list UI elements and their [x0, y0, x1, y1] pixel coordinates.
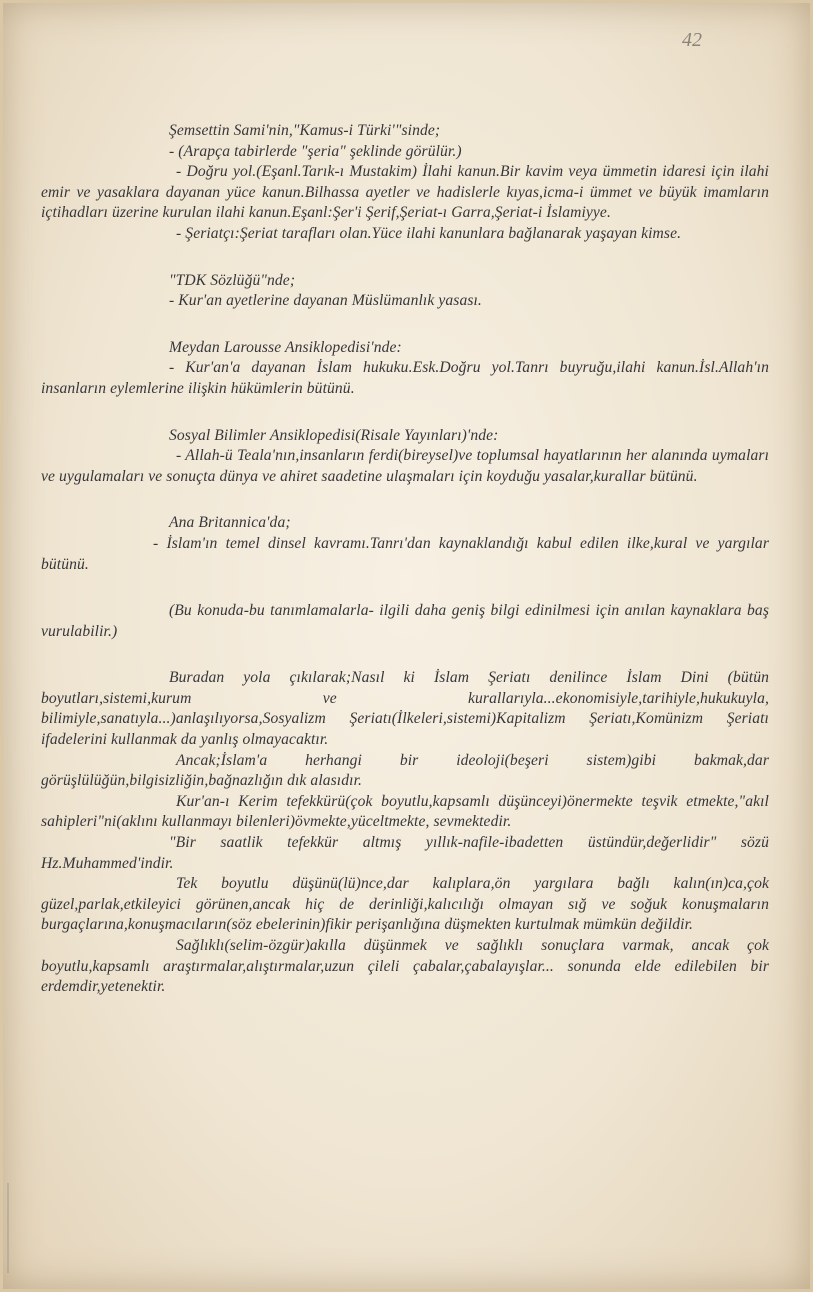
definition-item: - (Arapça tabirlerde "şeria" şeklinde görülür.)	[169, 142, 462, 160]
body-paragraph: Sağlıklı(selim-özgür)akılla düşünmek ve sağlıklı sonuçlara varmak, ancak çok boyutlu,kapsamlı araştırmalar,alıştırmalar,uzun çileli çabalar,çabalayışlar... sonunda elde edilebilen bir erdemdir,yetenektir.	[41, 937, 769, 996]
definition-item: - Kur'an ayetlerine dayanan Müslümanlık yasası.	[169, 292, 482, 310]
definition-item: - Şeriatçı:Şeriat tarafları olan.Yüce ilahi kanunlara bağlanarak yaşayan kimse.	[176, 224, 682, 242]
body-paragraph: Tek boyutlu düşünü(lü)nce,dar kalıplara,ön yargılara bağlı kalın(ın)ca,çok güzel,parlak,etkileyici görünen,ancak hiç de derinliği,kalıcılığı olmayan sığ ve soğuk konuşmaların burgaçlarına,konuşmacıların(söz ebelerinin)fikir perişanlığına düşmekten kurtulmak mümkün değildir.	[41, 875, 769, 934]
definition-item: - Kur'an'a dayanan İslam hukuku.Esk.Doğru yol.Tanrı buyruğu,ilahi kanun.İsl.Allah'ın insanların eylemlerine ilişkin hükümlerin bütünü.	[41, 359, 769, 397]
source-heading-britannica: Ana Britannica'da;	[169, 514, 291, 532]
definition-item: - Doğru yol.(Eşanl.Tarık-ı Mustakim) İlahi kanun.Bir kavim veya ümmetin idaresi için ilahi emir ve yasaklara dayanan yüce kanun.Bilhassa ayetler ve hadislerle kıyas,icma-i ümmet ve büyük imamların içtihadları üzerine kurulan ilahi kanun.Eşanl:Şer'i Şerif,Şeriat-ı Garra,Şeriat-i İslamiyye.	[41, 163, 769, 222]
page-edge-decoration	[7, 1183, 23, 1273]
body-paragraph: Ancak;İslam'a herhangi bir ideoloji(beşeri sistem)gibi bakmak,dar görüşlülüğün,bilgisizliğin,bağnazlığın dık alasıdır.	[41, 751, 769, 790]
body-paragraph: Kur'an-ı Kerim tefekkürü(çok boyutlu,kapsamlı düşünceyi)önermekte teşvik etmekte,"akıl sahipleri"ni(aklını kullanmayı bilenleri)övmekte,yüceltmekte, sevmektedir.	[41, 792, 769, 831]
definition-item: - Allah-ü Teala'nın,insanların ferdi(bireysel)ve toplumsal hayatlarının her alanında uymaları ve uygulamaları ve sonuçta dünya ve ahiret saadetine ulaşmaları için koyduğu yasalar,kurallar bütünü.	[41, 447, 769, 485]
reference-note: (Bu konuda-bu tanımlamalarla- ilgili daha geniş bilgi edinilmesi için anılan kaynaklara baş vurulabilir.)	[41, 602, 769, 640]
source-heading-sosyal-bilimler: Sosyal Bilimler Ansiklopedisi(Risale Yayınları)'nde:	[169, 426, 499, 444]
source-heading-larousse: Meydan Larousse Ansiklopedisi'nde:	[169, 338, 402, 356]
body-paragraph: "Bir saatlik tefekkür altmış yıllık-nafile-ibadetten üstündür,değerlidir" sözü Hz.Muhammed'indir.	[41, 834, 769, 872]
page-number: 42	[682, 29, 702, 51]
source-heading-kamus: Şemsettin Sami'nin,"Kamus-i Türki'"sinde;	[169, 122, 441, 139]
body-paragraph: Buradan yola çıkılarak;Nasıl ki İslam Şeriatı denilince İslam Dini (bütün boyutları,sistemi,kurum ve kurallarıyla...ekonomisiyle,tarihiyle,hukukuyla, bilimiyle,sanatıyla...)anlaşılıyorsa,Sosyalizm Şeriatı(İlkeleri,sistemi)Kapitalizm Şeriatı,Komünizm Şeriatı ifadelerini kullanmak da yanlış olmayacaktır.	[41, 669, 769, 749]
definition-item: - İslam'ın temel dinsel kavramı.Tanrı'dan kaynaklandığı kabul edilen ilke,kural ve yargılar bütünü.	[41, 534, 769, 573]
page-body	[41, 121, 769, 998]
source-heading-tdk: "TDK Sözlüğü"nde;	[169, 271, 296, 289]
